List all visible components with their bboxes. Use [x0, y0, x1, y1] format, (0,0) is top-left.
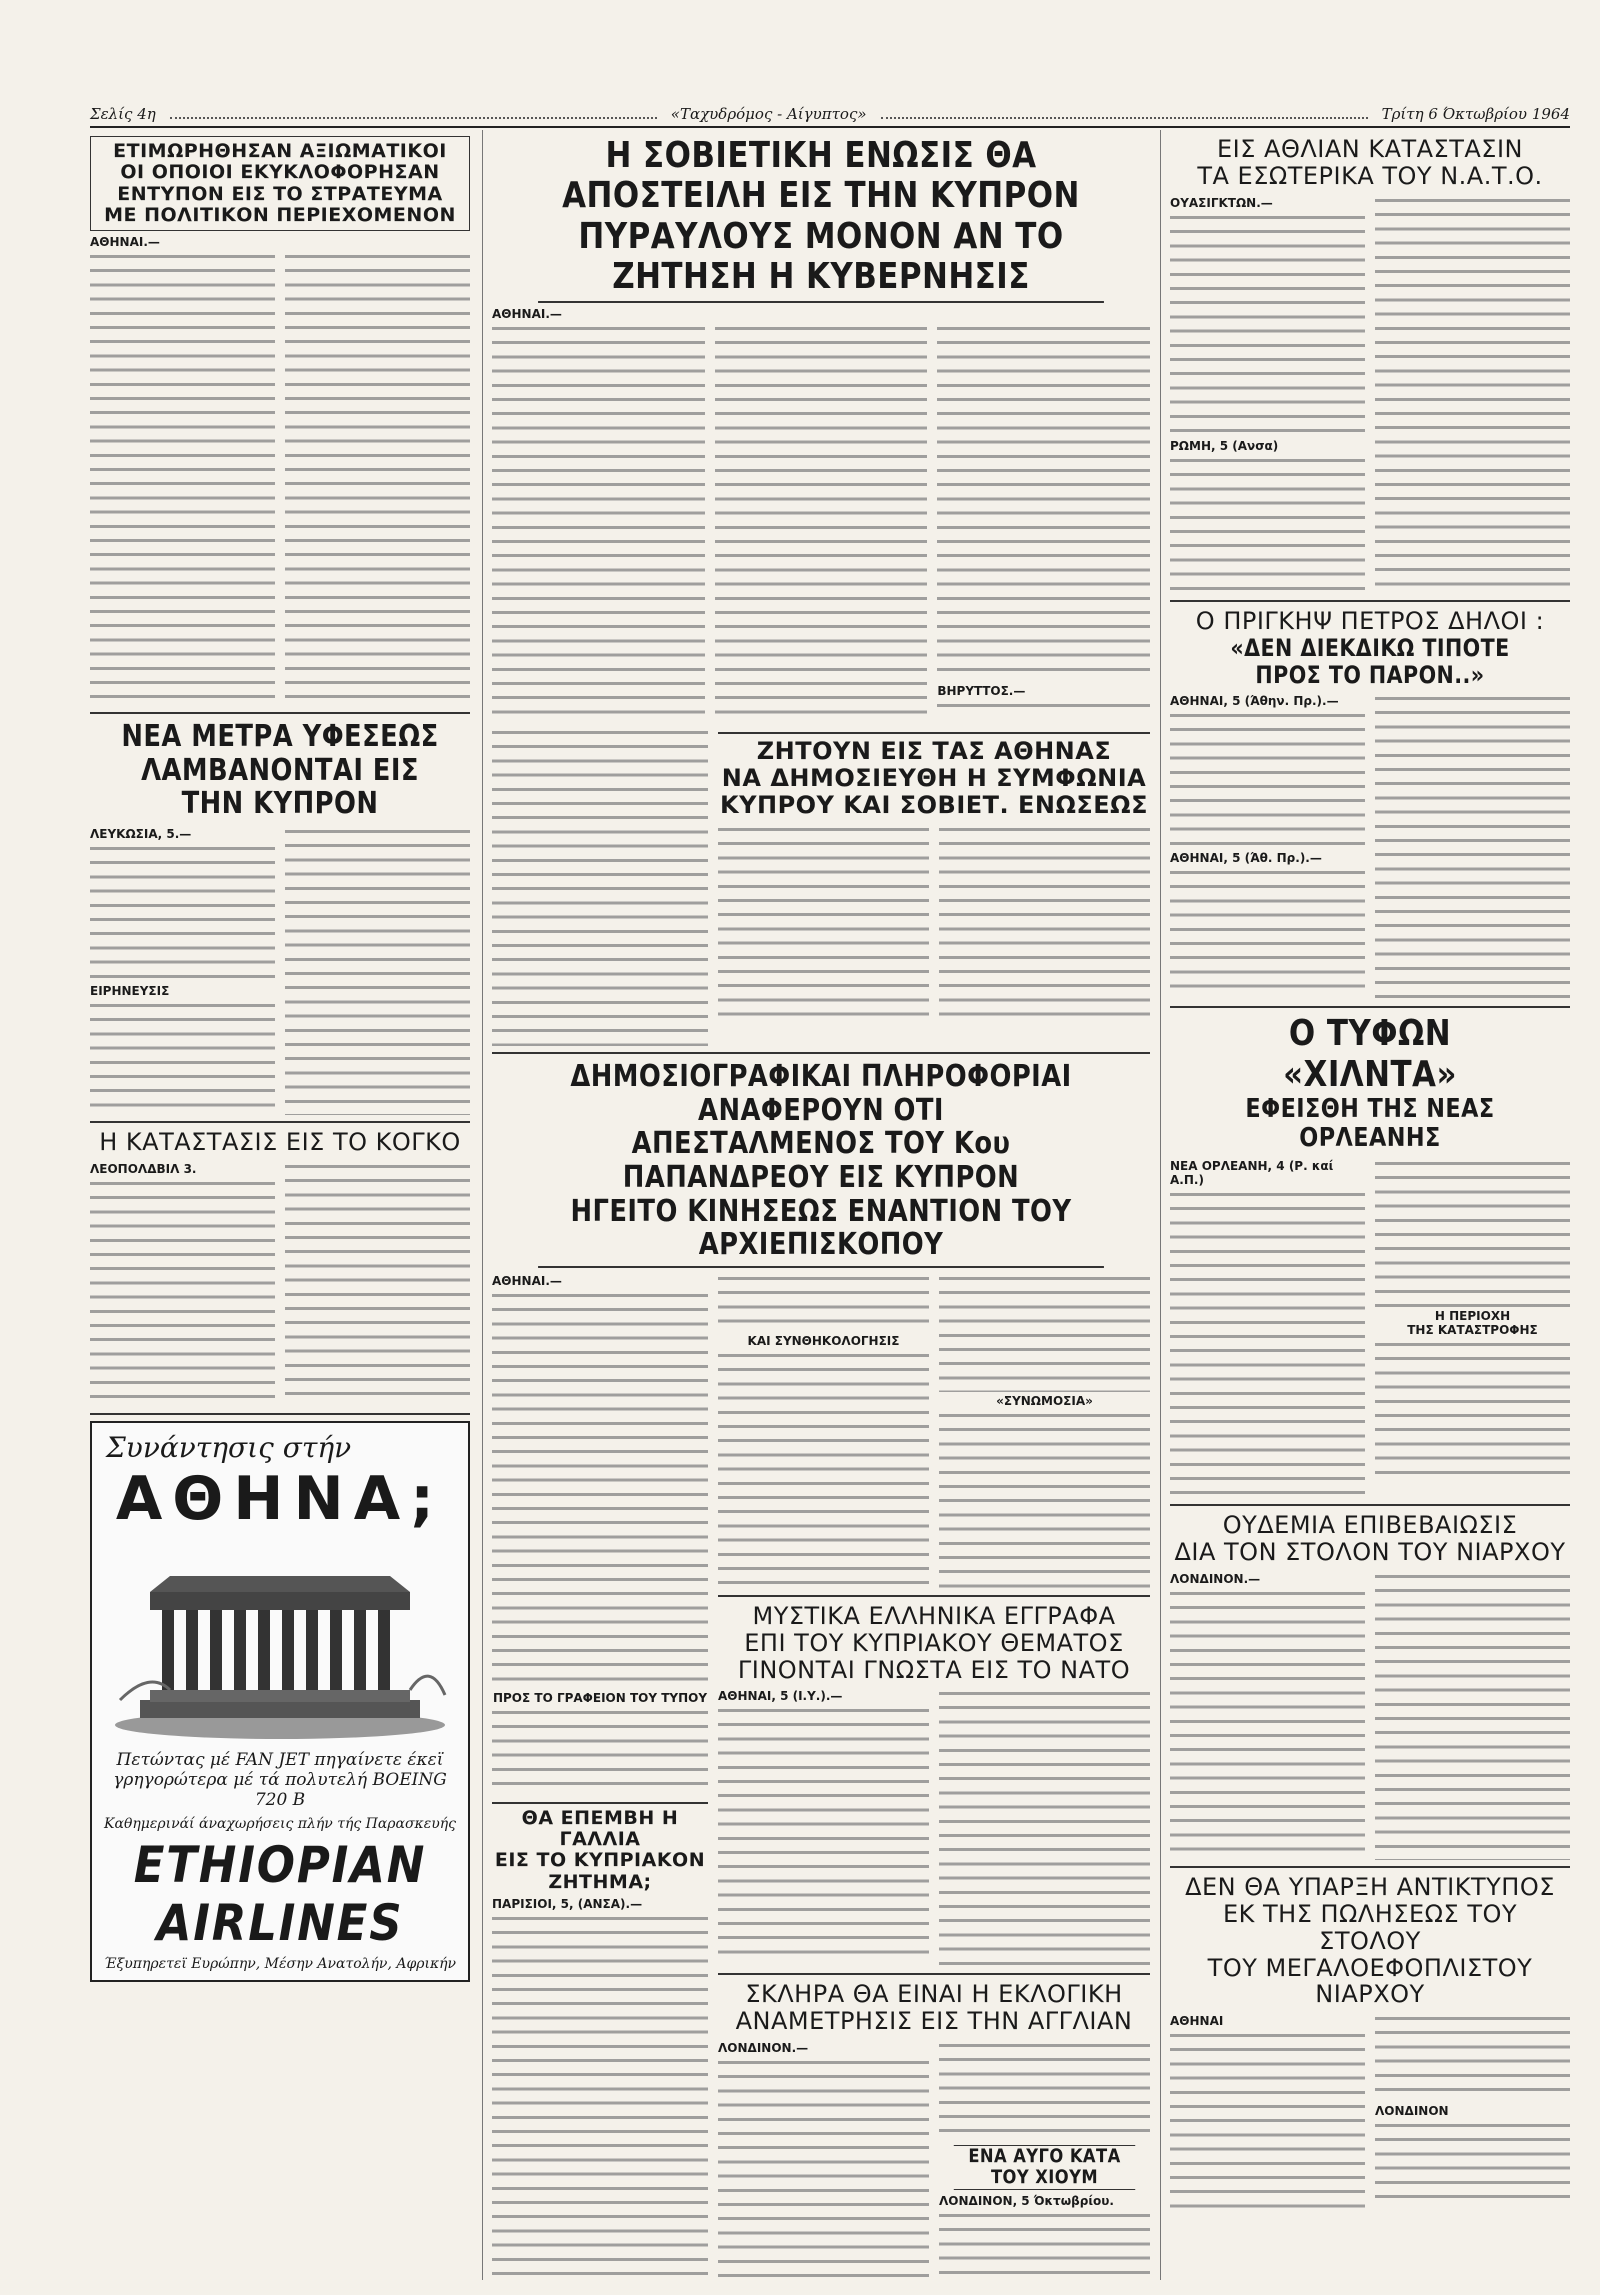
ethiopian-airlines-ad [90, 1421, 470, 1982]
headline-prince-peter: Ο ΠΡΙΓΚΗΨ ΠΕΤΡΟΣ ΔΗΛΟΙ : «ΔΕΝ ΔΙΕΚΔΙΚΩ ΤΙΠΟΤΕ ΠΡΟΣ ΤΟ ΠΑΡΟΝ..» [1195, 606, 1545, 689]
text-column [937, 322, 1150, 682]
headline-nato-internal: ΕΙΣ ΑΘΛΙΑΝ ΚΑΤΑΣΤΑΣΙΝ ΤΑ ΕΣΩΤΕΡΙΚΑ ΤΟΥ Ν.Α.Τ.Ο. [1197, 135, 1543, 190]
page-header [90, 102, 1570, 128]
dateline: ΑΘΗΝΑΙ, 5 (Άθην. Πρ.).— [1170, 694, 1339, 709]
headline-papandreou-envoy: ΔΗΜΟΣΙΟΓΡΑΦΙΚΑΙ ΠΛΗΡΟΦΟΡΙΑΙ ΑΝΑΦΕΡΟΥΝ ΟΤΙ ΑΠΕΣΤΑΛΜΕΝΟΣ ΤΟΥ Κου ΠΑΠΑΝΔΡΕΟΥ ΕΙΣ ΚΥΠΡΟΝ ΗΓΕΙΤΟ ΚΙΝΗΣΕΩΣ ΕΝΑΝΤΙΟΝ ΤΟΥ ΑΡΧΙΕΠΙΣΚΟΠΟΥ [538, 1060, 1104, 1268]
headline-secret-documents: ΜΥΣΤΙΚΑ ΕΛΛΗΝΙΚΑ ΕΓΓΡΑΦΑ ΕΠΙ ΤΟΥ ΚΥΠΡΙΑΚΟΥ ΘΕΜΑΤΟΣ ΓΙΝΟΝΤΑΙ ΓΝΩΣΤΑ ΕΙΣ ΤΟ ΝΑΤΟ [737, 1601, 1131, 1684]
header-divider [170, 109, 657, 119]
divider [1170, 1006, 1570, 1008]
text-column [715, 322, 928, 722]
text-column [1375, 692, 1570, 1000]
text-column [1375, 194, 1570, 594]
article-body [492, 322, 1150, 722]
dateline: ΛΟΝΔΙΝΟΝ.— [718, 2041, 809, 2056]
dateline: ΑΘΗΝΑΙ.— [492, 307, 562, 322]
dateline: ΛΟΝΔΙΝΟΝ, 5 Όκτωβρίου. [939, 2193, 1114, 2208]
text-column [1170, 1188, 1365, 1498]
text-column [1170, 709, 1365, 849]
article-body [718, 1687, 1150, 1967]
article-body [1170, 692, 1570, 1000]
article-body [1170, 1157, 1570, 1498]
headline-agreement: ΖΗΤΟΥΝ ΕΙΣ ΤΑΣ ΑΘΗΝΑΣ ΝΑ ΔΗΜΟΣΙΕΥΘΗ Η ΣΥΜΦΩΝΙΑ ΚΥΠΡΟΥ ΚΑΙ ΣΟΒΙΕΤ. ΕΝΩΣΕΩΣ [718, 732, 1150, 819]
dateline: ΠΑΡΙΣΙΟΙ, 5, (ΑΝΣΑ).— [492, 1896, 643, 1911]
subheading: ΠΡΟΣ ΤΟ ΓΡΑΦΕΙΟΝ ΤΟΥ ΤΥΠΟΥ [492, 1690, 708, 1705]
text-column [939, 1272, 1150, 1392]
column-rule [482, 130, 483, 2280]
text-column [937, 699, 1150, 715]
text-column [1375, 1570, 1570, 1860]
page-number: Σελίς 4η [90, 105, 156, 123]
divider [718, 1595, 1150, 1597]
dateline: ΛΕΟΠΟΛΔΒΙΛ 3. [90, 1161, 197, 1176]
divider [1170, 1866, 1570, 1868]
text-column [1375, 1157, 1570, 1307]
headline-niarchos-fleet: ΟΥΔΕΜΙΑ ΕΠΙΒΕΒΑΙΩΣΙΣ ΔΙΑ ΤΟΝ ΣΤΟΛΟΝ ΤΟΥ ΝΙΑΡΧΟΥ [1174, 1511, 1566, 1567]
dateline: ΑΘΗΝΑΙ, 5 (Άθ. Πρ.).— [1170, 851, 1322, 866]
divider [1170, 600, 1570, 602]
article-body [90, 825, 470, 1115]
text-column [1170, 2029, 1365, 2209]
text-column [939, 2039, 1150, 2139]
divider [492, 1052, 1150, 1054]
text-column [492, 1706, 708, 1796]
subheading: ΚΑΙ ΣΥΝΘΗΚΟΛΟΓΗΣΙΣ [747, 1333, 900, 1348]
text-column [492, 1289, 708, 1689]
dateline: ΑΘΗΝΑΙ.— [492, 1273, 562, 1288]
divider [90, 1121, 470, 1123]
parthenon-illustration [110, 1540, 450, 1740]
text-column [1375, 2012, 1570, 2102]
headline-uk-elections: ΣΚΛΗΡΑ ΘΑ ΕΙΝΑΙ Η ΕΚΛΟΓΙΚΗ ΑΝΑΜΕΤΡΗΣΙΣ ΕΙΣ ΤΗΝ ΑΓΓΛΙΑΝ [735, 1980, 1133, 2036]
article-body [718, 1272, 1150, 1589]
header-divider [881, 109, 1368, 119]
subheading: «ΣΥΝΩΜΟΣΙΑ» [996, 1393, 1093, 1408]
headline-typhoon-hilda: Ο ΤΥΦΩΝ «ΧΙΛΝΤΑ» ΕΦΕΙΣΘΗ ΤΗΣ ΝΕΑΣ ΟΡΛΕΑΝΗΣ [1245, 1013, 1495, 1154]
agreement-section [492, 726, 1150, 1046]
text-column [492, 1912, 708, 2280]
ad-destinations: Έξυπηρετεϊ Ευρώπην, Μέσην Ανατολήν, Αφρικήν [103, 1955, 457, 1972]
text-column [939, 823, 1150, 1023]
divider [90, 1413, 470, 1415]
text-column [285, 250, 470, 706]
column-center [492, 130, 1150, 2280]
article-body [718, 2039, 1150, 2280]
text-column [939, 1409, 1150, 1589]
dateline: ΟΥΑΣΙΓΚΤΩΝ.— [1170, 195, 1273, 210]
text-column [1170, 454, 1365, 594]
article-body [718, 823, 1150, 1023]
headline-new-measures: ΝΕΑ ΜΕΤΡΑ ΥΦΕΣΕΩΣ ΛΑΜΒΑΝΟΝΤΑΙ ΕΙΣ ΤΗΝ ΚΥΠΡΟΝ [121, 719, 439, 822]
headline-soviet-missiles: Η ΣΟΒΙΕΤΙΚΗ ΕΝΩΣΙΣ ΘΑ ΑΠΟΣΤΕΙΛΗ ΕΙΣ ΤΗΝ ΚΥΠΡΟΝ ΠΥΡΑΥΛΟΥΣ ΜΟΝΟΝ ΑΝ ΤΟ ΖΗΤΗΣΗ Η ΚΥΒΕΡΝΗΣΙΣ [538, 136, 1104, 303]
divider [718, 1973, 1150, 1975]
article-body [90, 1160, 470, 1407]
ad-tagline: Συνάντησις στήν [106, 1430, 352, 1464]
subheading: Η ΠΕΡΙΟΧΗ ΤΗΣ ΚΑΤΑΣΤΡΟΦΗΣ [1407, 1309, 1538, 1338]
text-column [939, 1687, 1150, 1967]
dateline: ΒΗΡΥΤΤΟΣ.— [937, 684, 1026, 699]
text-column [90, 250, 275, 706]
headline-officers-punished: ΕΤΙΜΩΡΗΘΗΣΑΝ ΑΞΙΩΜΑΤΙΚΟΙ ΟΙ ΟΠΟΙΟΙ ΕΚΥΚΛΟΦΟΡΗΣΑΝ ΕΝΤΥΠΟΝ ΕΙΣ ΤΟ ΣΤΡΑΤΕΥΜΑ ΜΕ ΠΟΛΙΤΙΚΟΝ ΠΕΡΙΕΧΟΜΕΝΟΝ [90, 136, 470, 231]
divider [1170, 1504, 1570, 1506]
ad-flight-text: Πετώντας μέ FAN JET πηγαίνετε έκεϊ γρηγορώτερα μέ τά πολυτελή BOEING 720 B [113, 1749, 447, 1810]
text-column [90, 842, 275, 982]
dateline: ΑΘΗΝΑΙ [1170, 2014, 1224, 2029]
text-column [285, 825, 470, 1115]
dateline: ΛΕΥΚΩΣΙΑ, 5.— [90, 826, 192, 841]
headline-congo: Η ΚΑΤΑΣΤΑΣΙΣ ΕΙΣ ΤΟ ΚΟΓΚΟ [99, 1127, 461, 1156]
article-body [1170, 1570, 1570, 1860]
text-column [718, 1272, 929, 1332]
article-body [1170, 194, 1570, 594]
text-column [718, 2056, 929, 2280]
ad-schedule: Καθημερινάί άναχωρήσεις πλήν τής Παρασκευής [104, 1815, 456, 1832]
article-body [1170, 2012, 1570, 2209]
dateline: ΡΩΜΗ, 5 (Ανσα) [1170, 438, 1279, 453]
text-column [90, 999, 275, 1115]
article-body [90, 250, 470, 706]
text-column [939, 2209, 1150, 2280]
ad-brand: ETHIOPIAN AIRLINES [133, 1835, 427, 1952]
column-left [90, 130, 470, 2280]
text-column [1170, 866, 1365, 996]
text-column [492, 726, 708, 1046]
subheading: ΕΙΡΗΝΕΥΣΙΣ [90, 983, 170, 998]
dateline: ΛΟΝΔΙΝΟΝ.— [1170, 1571, 1261, 1586]
text-column [718, 1349, 929, 1589]
divider [90, 712, 470, 714]
headline-france: ΘΑ ΕΠΕΜΒΗ Η ΓΑΛΛΙΑ ΕΙΣ ΤΟ ΚΥΠΡΙΑΚΟΝ ΖΗΤΗΜΑ; [492, 1802, 708, 1893]
envoy-section [492, 1272, 1150, 2280]
headline-fleet-sale: ΔΕΝ ΘΑ ΥΠΑΡΞΗ ΑΝΤΙΚΤΥΠΟΣ ΕΚ ΤΗΣ ΠΩΛΗΣΕΩΣ ΤΟΥ ΣΤΟΛΟΥ ΤΟΥ ΜΕΓΑΛΟΕΦΟΠΛΙΣΤΟΥ ΝΙΑΡΧΟΥ [1185, 1872, 1555, 2009]
issue-date: Τρίτη 6 Όκτωβρίου 1964 [1381, 105, 1570, 123]
text-column [1375, 1338, 1570, 1478]
ad-city: ΑΘΗΝΑ; [115, 1463, 445, 1534]
paper-name: «Ταχυδρόμος - Αίγυπτος» [670, 105, 867, 123]
text-column [1170, 211, 1365, 437]
text-column [1375, 2119, 1570, 2199]
text-column [90, 1177, 275, 1407]
dateline: ΛΟΝΔΙΝΟΝ [1375, 2104, 1449, 2119]
column-rule [1160, 130, 1161, 2280]
text-column [492, 322, 705, 722]
dateline: ΑΘΗΝΑΙ, 5 (Ι.Υ.).— [718, 1689, 843, 1704]
text-column [718, 823, 929, 1023]
text-column [718, 1704, 929, 1964]
dateline: ΝΕΑ ΟΡΛΕΑΝΗ, 4 (Ρ. καί Α.Π.) [1170, 1159, 1334, 1188]
text-column [285, 1160, 470, 1406]
text-column [1170, 1587, 1365, 1859]
headline-egg-home: ΕΝΑ ΑΥΓΟ ΚΑΤΑ ΤΟΥ ΧΙΟΥΜ [954, 2145, 1135, 2190]
column-right [1170, 130, 1570, 2280]
dateline: ΑΘΗΝΑΙ.— [90, 235, 160, 250]
